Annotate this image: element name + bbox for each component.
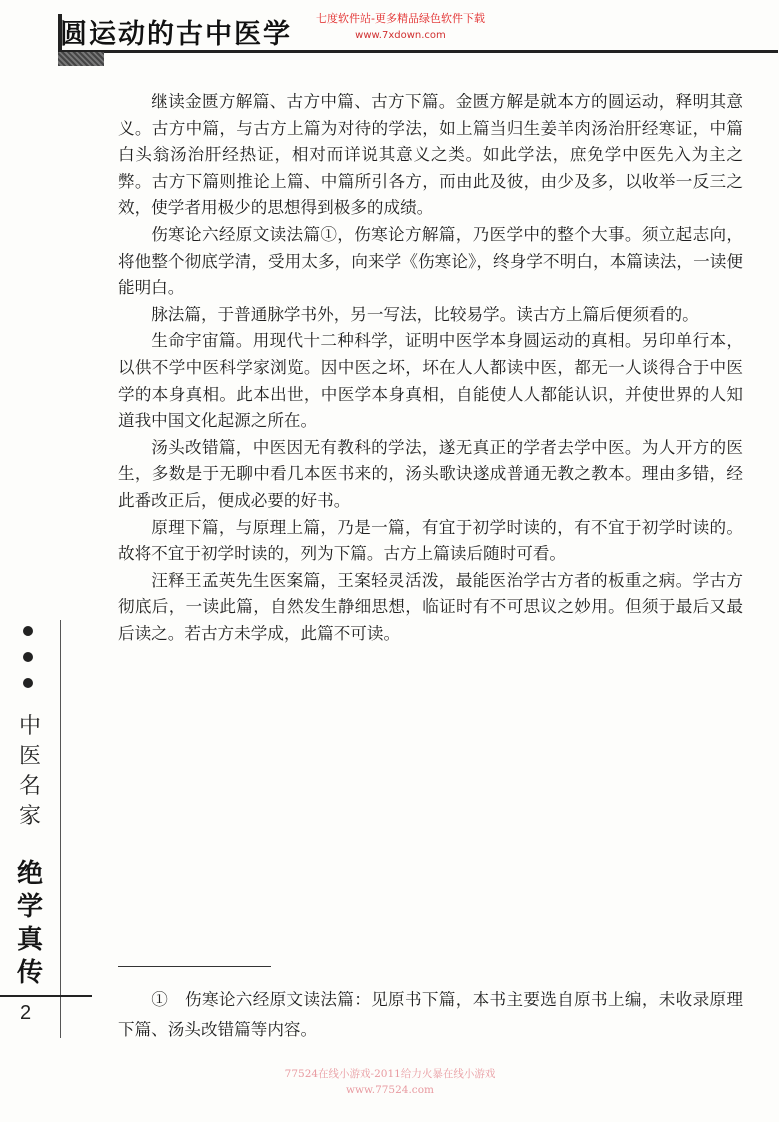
paragraph: 脉法篇，于普通脉学书外，另一写法，比较易学。读古方上篇后便须看的。 — [151, 304, 699, 324]
footnote-rule — [118, 966, 271, 967]
page-title: 圆运动的古中医学 — [60, 19, 292, 50]
paragraph: 伤寒论六经原文读法篇①，伤寒论方解篇，乃医学中的整个大事。须立起志向，将他整个彻底学清，受用太多，向来学《伤寒论》，终身学不明白，本篇读法，一读便能明白。 — [118, 224, 743, 298]
body-text — [118, 89, 743, 647]
bottom-watermark-line1: 77524在线小游戏-2011给力火暴在线小游戏 — [284, 1068, 496, 1080]
footnote-text: ① 伤寒论六经原文读法篇：见原书下篇，本书主要选自原书上编，未收录原理下篇、汤头改错篇等内容。 — [118, 990, 743, 1039]
paragraph: 继读金匮方解篇、古方中篇、古方下篇。金匮方解是就本方的圆运动，释明其意义。古方中篇，与古方上篇为对待的学法，如上篇当归生姜羊肉汤治肝经寒证，中篇白头翁汤治肝经热证，相对而详说其意义之类。如此学法，庶免学中医先入为主之弊。古方下篇则推论上篇、中篇所引各方，而由此及彼，由少及多，以收举一反三之效，使学者用极少的思想得到极多的成绩。 — [118, 92, 743, 218]
page-number: 2 — [20, 1002, 32, 1024]
paragraph: 生命宇宙篇。用现代十二种科学，证明中医学本身圆运动的真相。另印单行本，以供不学中医科学家浏览。因中医之坏，坏在人人都读中医，都无一人谈得合于中医学的本身真相。此本出世，中医学本身真相，自能使人人都能认识，并使世界的人知道我中国文化起源之所在。 — [118, 331, 743, 431]
bullet-dot-icon — [23, 626, 33, 636]
header-rule — [58, 50, 778, 53]
header-hatched-block — [58, 52, 104, 66]
paragraph: 汤头改错篇，中医因无有教科的学法，遂无真正的学者去学中医。为人开方的医生，多数是于无聊中看几本医书来的，汤头歌诀遂成普通无教之教本。理由多错，经此番改正后，便成必要的好书。 — [118, 437, 743, 510]
paragraph: 汪释王孟英先生医案篇，王案轻灵活泼，最能医治学古方者的板重之病。学古方彻底后，一读此篇，自然发生静细思想，临证时有不可思议之妙用。但须于最后又最后读之。若古方未学成，此篇不可读。 — [118, 570, 743, 643]
footnote — [118, 985, 743, 1045]
paragraph: 原理下篇，与原理上篇，乃是一篇，有宜于初学时读的，有不宜于初学时读的。故将不宜于初学时读的，列为下篇。古方上篇读后随时可看。 — [118, 517, 743, 564]
bullet-dot-icon — [23, 652, 33, 662]
top-watermark-line1: 七度软件站-更多精品绿色软件下载 — [316, 12, 485, 25]
bullet-dot-icon — [23, 678, 33, 688]
series-name: 中医名家 — [18, 714, 41, 829]
page-number-rule — [0, 995, 92, 997]
sidebar-vertical-rule — [60, 620, 61, 1038]
top-watermark — [316, 10, 485, 44]
top-watermark-line2: www.7xdown.com — [355, 30, 446, 41]
book-name: 绝学真传 — [16, 859, 43, 988]
bottom-watermark — [260, 1066, 520, 1098]
bottom-watermark-line2: www.77524.com — [346, 1084, 434, 1096]
